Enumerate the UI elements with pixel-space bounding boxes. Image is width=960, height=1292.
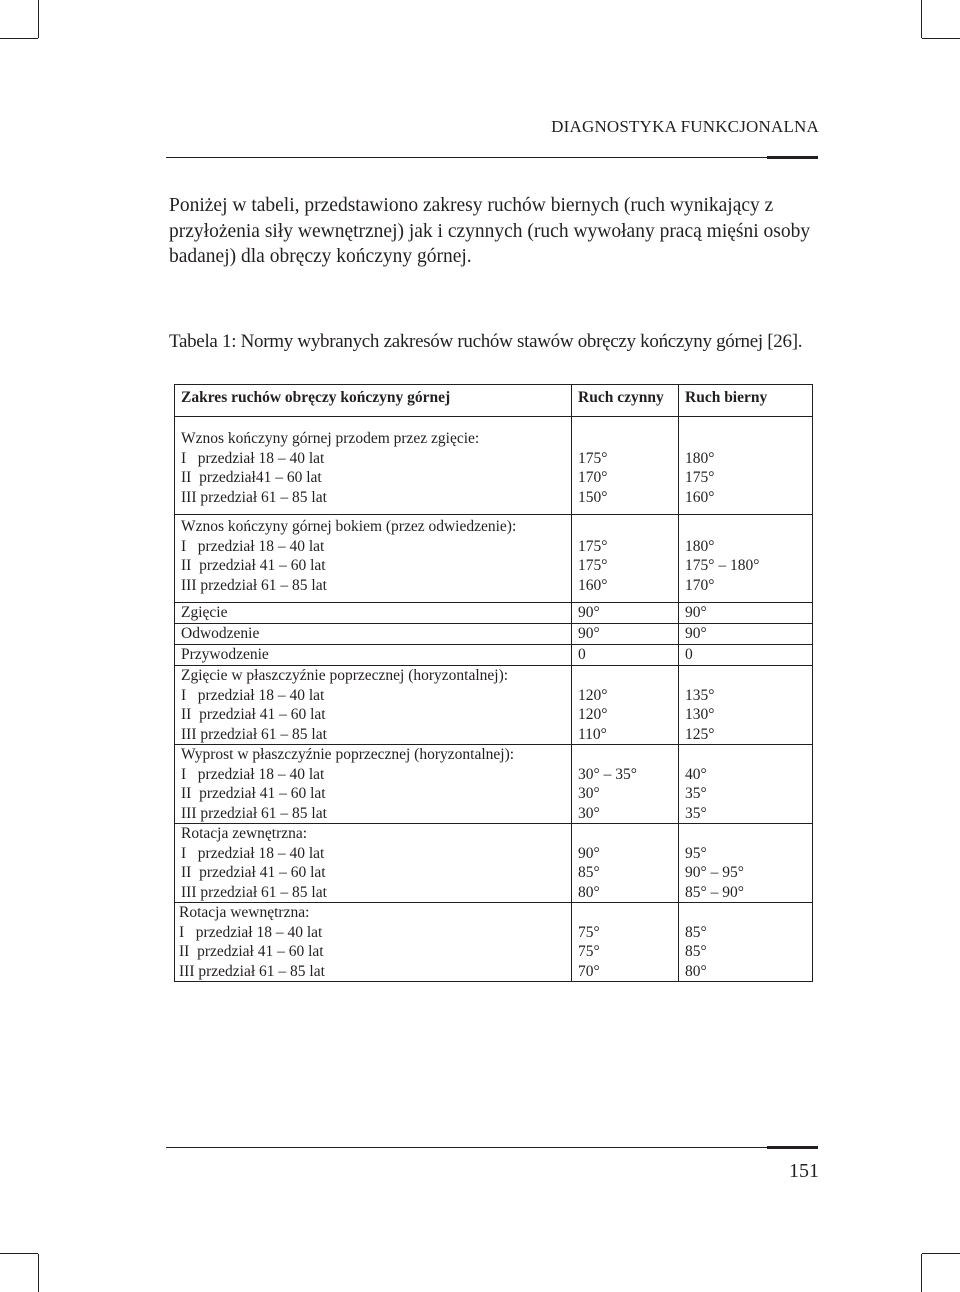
active-value: 120° [578, 706, 608, 723]
table-row [175, 417, 813, 515]
passive-cell [679, 417, 813, 515]
passive-cell [679, 515, 813, 603]
passive-value: 80° [685, 962, 707, 980]
active-value: 75° [578, 923, 600, 941]
range-cell [175, 745, 572, 824]
table-row [175, 515, 813, 603]
age-range: II przedział 41 – 60 lat [181, 557, 326, 574]
passive-value: 85° [685, 943, 707, 960]
table-row [175, 745, 813, 824]
crop-mark [38, 1254, 39, 1292]
header-active: Ruch czynny [572, 385, 679, 417]
header-range: Zakres ruchów obręczy kończyny górnej [175, 385, 572, 417]
row-label: Wznos kończyny górnej bokiem (przez odwiedzenie): [181, 518, 517, 535]
crop-mark [0, 38, 38, 39]
crop-mark [921, 1254, 922, 1292]
passive-cell [679, 666, 813, 745]
table-row [175, 903, 813, 982]
active-value: 175° [578, 537, 608, 555]
passive-value: 180° [685, 537, 715, 555]
crop-mark [921, 0, 922, 38]
running-head: DIAGNOSTYKA FUNKCJONALNA [551, 117, 819, 136]
age-range: II przedział 41 – 60 lat [181, 864, 326, 881]
passive-value: 135° [685, 686, 715, 704]
active-value: 175° [578, 449, 608, 467]
passive-value: 35° [685, 785, 707, 802]
crop-mark [922, 38, 960, 39]
passive-value: 90° [679, 603, 813, 624]
active-value: 30° – 35° [578, 765, 637, 783]
passive-cell [679, 903, 813, 982]
passive-value: 175° [685, 469, 715, 486]
active-cell [572, 515, 679, 603]
range-cell: Odwodzenie [175, 624, 572, 645]
table-row [175, 624, 813, 645]
age-range: III przedział 61 – 85 lat [181, 804, 327, 822]
passive-value: 85° [685, 923, 707, 941]
row-label: Wznos kończyny górnej przodem przez zgięcie: [181, 430, 480, 447]
age-range: II przedział 41 – 60 lat [181, 706, 326, 723]
crop-mark [0, 1253, 38, 1254]
table-row [175, 645, 813, 666]
active-value: 150° [578, 488, 608, 506]
passive-value: 95° [685, 844, 707, 862]
passive-value: 130° [685, 706, 715, 723]
range-cell [175, 417, 572, 515]
active-value: 80° [578, 883, 600, 901]
row-label: Wyprost w płaszczyźnie poprzecznej (horyzontalnej): [181, 746, 515, 763]
range-cell: Zgięcie [175, 603, 572, 624]
passive-value: 160° [685, 488, 715, 506]
active-value: 30° [578, 804, 600, 822]
passive-value: 175° – 180° [685, 557, 760, 574]
row-label: Zgięcie w płaszczyźnie poprzecznej (horyzontalnej): [181, 667, 509, 684]
page-number: 151 [789, 1160, 819, 1182]
active-value: 170° [578, 469, 608, 486]
age-range: II przedział41 – 60 lat [181, 469, 322, 486]
passive-value: 40° [685, 765, 707, 783]
active-value: 85° [578, 864, 600, 881]
passive-value: 170° [685, 576, 715, 594]
active-cell [572, 745, 679, 824]
table-row [175, 603, 813, 624]
header-rule-accent [767, 156, 818, 159]
table-row [175, 824, 813, 903]
active-cell [572, 417, 679, 515]
age-range: I przedział 18 – 40 lat [181, 686, 325, 704]
range-cell [175, 824, 572, 903]
active-value: 75° [578, 943, 600, 960]
active-value: 90° [578, 844, 600, 862]
range-cell: Przywodzenie [175, 645, 572, 666]
active-value: 70° [578, 962, 600, 980]
footer-rule-accent [767, 1146, 818, 1149]
passive-cell [679, 824, 813, 903]
active-value: 90° [572, 603, 679, 624]
age-range: I przedział 18 – 40 lat [181, 844, 325, 862]
header-passive: Ruch bierny [679, 385, 813, 417]
active-value: 90° [572, 624, 679, 645]
passive-value: 35° [685, 804, 707, 822]
age-range: III przedział 61 – 85 lat [181, 488, 327, 506]
table-caption: Tabela 1: Normy wybranych zakresów ruchów stawów obręczy kończyny górnej [26]. [169, 331, 803, 352]
row-label: Rotacja wewnętrzna: [179, 904, 310, 921]
age-range: II przedział 41 – 60 lat [179, 943, 324, 960]
passive-value: 85° – 90° [685, 883, 744, 901]
crop-mark [922, 1253, 960, 1254]
range-cell [175, 666, 572, 745]
passive-value: 180° [685, 449, 715, 467]
crop-mark [38, 0, 39, 38]
range-cell [175, 515, 572, 603]
active-cell [572, 903, 679, 982]
age-range: III przedział 61 – 85 lat [181, 883, 327, 901]
table-row [175, 666, 813, 745]
row-label: Rotacja zewnętrzna: [181, 825, 308, 842]
active-value: 175° [578, 557, 608, 574]
passive-cell [679, 745, 813, 824]
active-cell [572, 824, 679, 903]
active-value: 0 [572, 645, 679, 666]
intro-paragraph: Poniżej w tabeli, przedstawiono zakresy ruchów biernych (ruch wynikający z przyłożenia siły wewnętrznej) jak i czynnych (ruch wywołany pracą mięśni osoby badanej) dla obręczy kończyny górnej. [169, 195, 811, 267]
range-cell [175, 903, 572, 982]
age-range: I przedział 18 – 40 lat [181, 765, 325, 783]
age-range: I przedział 18 – 40 lat [179, 923, 323, 941]
passive-value: 0 [679, 645, 813, 666]
footer-rule [166, 1147, 818, 1148]
active-cell [572, 666, 679, 745]
age-range: III przedział 61 – 85 lat [181, 725, 327, 743]
passive-value: 90° – 95° [685, 864, 744, 881]
norms-table [174, 384, 813, 982]
header-rule [166, 157, 818, 158]
passive-value: 125° [685, 725, 715, 743]
age-range: I przedział 18 – 40 lat [181, 449, 325, 467]
age-range: III przedział 61 – 85 lat [179, 962, 325, 980]
table-header-row [175, 385, 813, 417]
active-value: 30° [578, 785, 600, 802]
active-value: 160° [578, 576, 608, 594]
passive-value: 90° [679, 624, 813, 645]
active-value: 120° [578, 686, 608, 704]
age-range: II przedział 41 – 60 lat [181, 785, 326, 802]
active-value: 110° [578, 725, 607, 743]
age-range: III przedział 61 – 85 lat [181, 576, 327, 594]
age-range: I przedział 18 – 40 lat [181, 537, 325, 555]
